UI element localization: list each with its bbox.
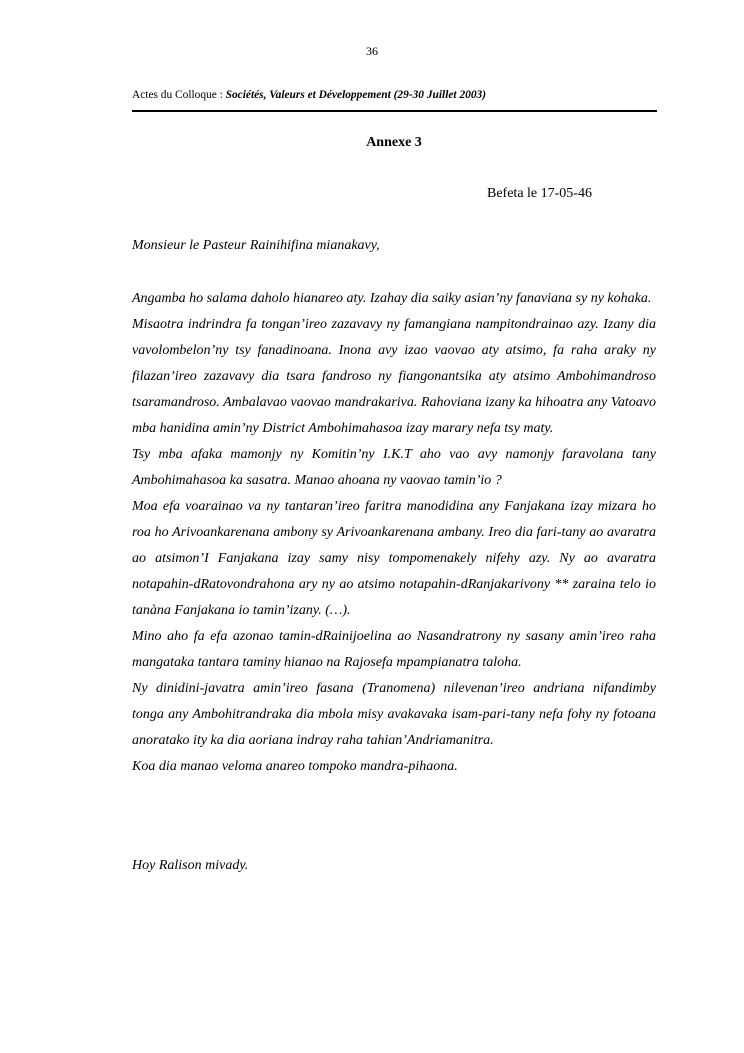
letter-dateline: Befeta le 17-05-46 (487, 186, 592, 201)
letter-paragraph: Mino aho fa efa azonao tamin-dRainijoelina ao Nasandratrony ny sasany amin’ireo raha mangataka tantara taminy hianao na Rajosefa mpampianatra taloha. (132, 629, 656, 670)
running-header (132, 89, 656, 101)
letter-paragraph: Angamba ho salama daholo hianareo aty. Izahay dia saiky asian’ny fanaviana sy ny kohaka. (132, 291, 652, 306)
letter-paragraph: Misaotra indrindra fa tongan’ireo zazavavy ny famangiana nampitondrainao azy. Izany dia vavolombelon’ny tsy fanadinoana. Inona avy izao vaovao aty atsimo, fa raha araky ny filazan’ireo zazavavy dia tsara fandroso ny fiangonantsika aty atsimo Ambohimandroso tsaramandroso. Ambalavao vaovao mandrakariva. Rahoviana izany ka hihoatra any Vatoavo mba hanidina amin’ny District Ambohimahasoa izay marary nefa tsy maty. (132, 317, 656, 436)
letter-salutation: Monsieur le Pasteur Rainihifina mianakavy, (132, 238, 380, 253)
running-header-prefix: Actes du Colloque : (132, 89, 226, 101)
letter-paragraph: Moa efa voarainao va ny tantaran’ireo faritra manodidina any Fanjakana izay mizara ho roa ho Arivoankarenana ambony sy Arivoankarenana ambany. Ireo dia fari-tany ao avaratra ao atsimon’I Fanjakana izay samy nisy tompomenakely nifehy azy. Ny ao avaratra notapahin-dRatovondrahona ary ny ao atsimo notapahin-dRanjakarivony ** zaraina telo io tanàna Fanjakana io tamin’izany. (…). (132, 499, 656, 618)
letter-paragraph: Koa dia manao veloma anareo tompoko mandra-pihaona. (132, 759, 458, 774)
letter-paragraph: Tsy mba afaka mamonjy ny Komitin’ny I.K.T aho vao avy namonjy faravolana tany Ambohimahasoa ka sasatra. Manao ahoana ny vaovao tamin’io ? (132, 447, 656, 488)
running-header-title: Sociétés, Valeurs et Développement (29-30 Juillet 2003) (225, 89, 487, 101)
letter-closing: Hoy Ralison mivady. (132, 858, 249, 873)
annexe-title: Annexe 3 (366, 135, 422, 150)
letter-paragraph: Ny dinidini-javatra amin’ireo fasana (Tranomena) nilevenan’ireo andriana nifandimby tonga any Ambohitrandraka dia mbola misy avakavaka isam-pari-tany nefa fohy ny fotoana anoratako ity ka dia aoriana indray raha tahian’Andriamanitra. (132, 681, 656, 748)
letter-body (132, 286, 656, 780)
page-number: 36 (366, 44, 378, 58)
header-divider (132, 110, 657, 112)
